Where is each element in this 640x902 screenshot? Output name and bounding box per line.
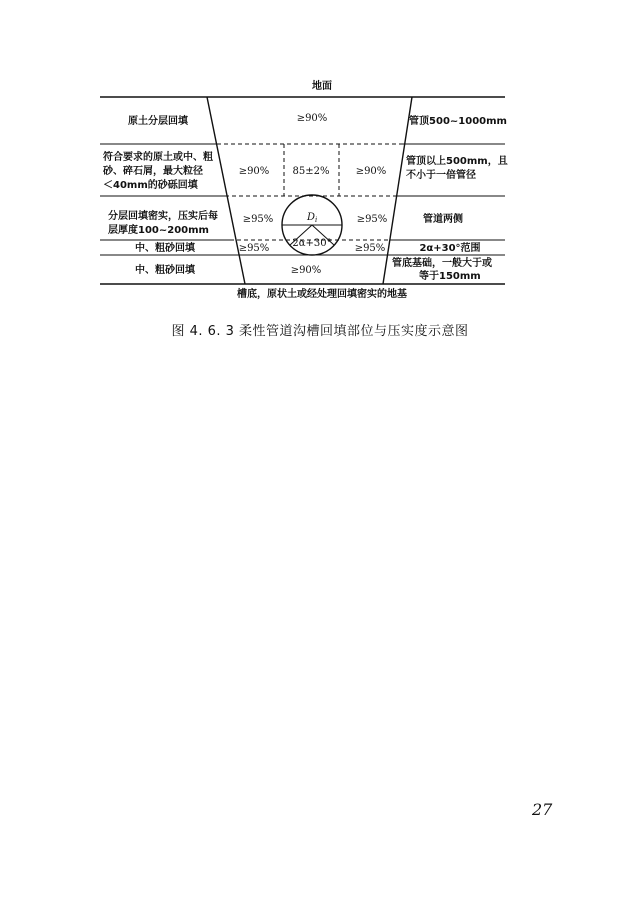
value-r3-right: ≥95%: [356, 214, 388, 225]
value-r4-left: ≥95%: [238, 243, 270, 254]
right-label-row3: 管道两侧: [423, 214, 463, 225]
value-r5-center: ≥90%: [290, 265, 322, 276]
right-label-row4: 2α+30°范围: [419, 243, 481, 254]
value-r4-right: ≥95%: [354, 243, 386, 254]
left-label-row3-l1: 分层回填密实，压实后每: [108, 211, 218, 222]
angle-label: 2α+30°: [292, 238, 332, 249]
value-r2-center: 85±2%: [292, 166, 330, 177]
page-number: 27: [532, 800, 553, 819]
left-label-row4: 中、粗砂回填: [135, 243, 195, 254]
right-label-row5-l1: 管底基础，一般大于或: [392, 258, 492, 269]
value-r3-left: ≥95%: [242, 214, 274, 225]
figure-caption: 图 4. 6. 3 柔性管道沟槽回填部位与压实度示意图: [171, 324, 469, 339]
left-label-row2-l2: 砂、碎石屑，最大粒径: [103, 166, 203, 177]
ground-label: 地面: [312, 81, 332, 92]
trench-backfill-diagram: [0, 0, 640, 320]
right-label-row5-l2: 等于150mm: [419, 271, 481, 282]
right-label-row2-l2: 不小于一倍管径: [406, 170, 476, 181]
trench-bottom-label: 槽底，原状土或经处理回填密实的地基: [237, 289, 407, 300]
trench-left-wall: [207, 97, 245, 284]
left-label-row2-l1: 符合要求的原土或中、粗: [103, 152, 213, 163]
trench-right-wall: [383, 97, 412, 284]
right-label-row1: 管顶500~1000mm: [409, 116, 507, 127]
pipe-diameter-label: $D_i$: [307, 212, 318, 224]
value-r2-right: ≥90%: [355, 166, 387, 177]
left-label-row2-l3: ＜40mm的砂砾回填: [103, 180, 198, 191]
value-r2-left: ≥90%: [238, 166, 270, 177]
left-label-row1: 原土分层回填: [128, 116, 188, 127]
right-label-row2-l1: 管顶以上500mm，且: [406, 156, 508, 167]
value-r1-center: ≥90%: [296, 113, 328, 124]
left-label-row3-l2: 层厚度100~200mm: [108, 225, 209, 236]
left-label-row5: 中、粗砂回填: [135, 265, 195, 276]
